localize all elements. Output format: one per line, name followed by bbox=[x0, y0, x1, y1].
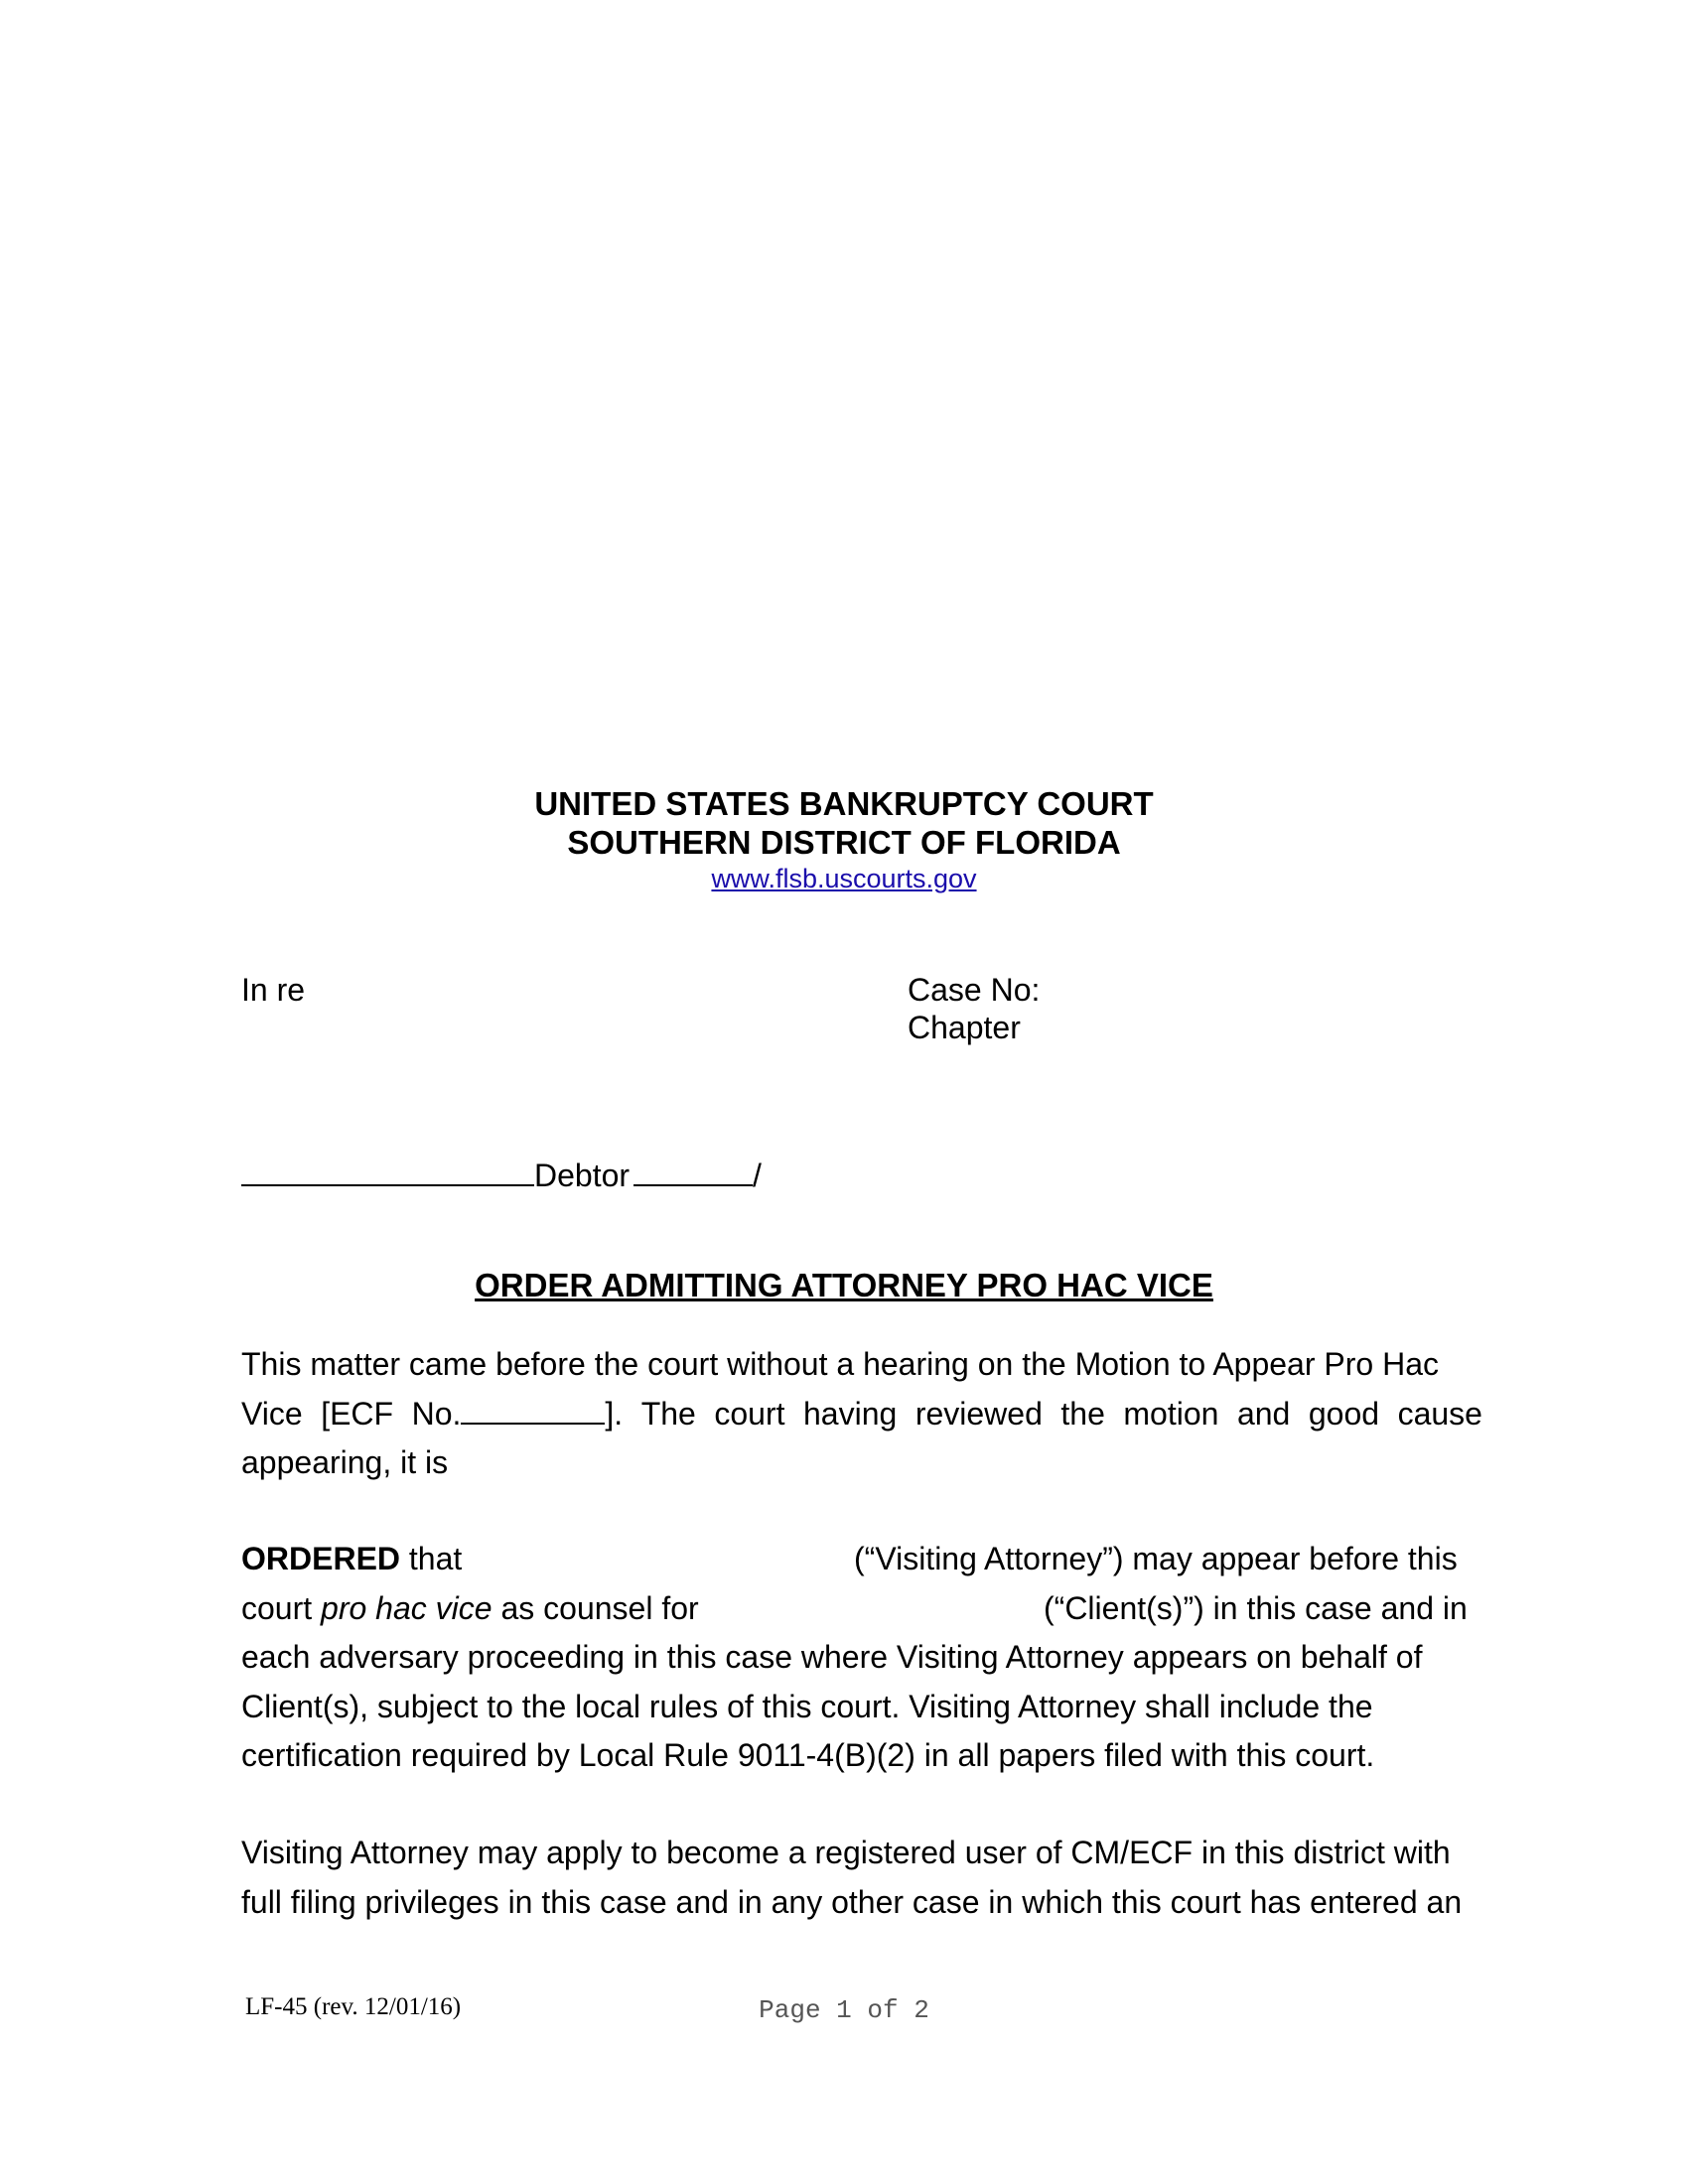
word: that bbox=[400, 1541, 463, 1576]
word: court bbox=[714, 1395, 785, 1432]
order-title: ORDER ADMITTING ATTORNEY PRO HAC VICE bbox=[475, 1267, 1213, 1303]
paragraph-line: appearing, it is bbox=[241, 1444, 449, 1480]
word: having bbox=[803, 1395, 898, 1432]
paragraph-line bbox=[241, 1584, 1482, 1634]
chapter-label: Chapter bbox=[908, 1010, 1021, 1045]
pro-hac-vice-italic: pro hac vice bbox=[321, 1589, 492, 1626]
clients-text: (“Client(s)”) in this case and in bbox=[1044, 1589, 1468, 1626]
case-no-label: Case No: bbox=[908, 972, 1041, 1008]
ecf-number-field bbox=[412, 1390, 624, 1439]
word: The bbox=[640, 1395, 696, 1432]
word: ]. bbox=[605, 1395, 624, 1432]
word: and bbox=[1236, 1395, 1291, 1432]
paragraph-ordered bbox=[241, 1535, 1482, 1781]
paragraph-line: Client(s), subject to the local rules of this court. Visiting Attorney shall include the bbox=[241, 1688, 1373, 1724]
word: cause bbox=[1397, 1395, 1482, 1432]
paragraph-line: full filing privileges in this case and in any other case in which this court has entered an bbox=[241, 1883, 1463, 1920]
word: [ECF bbox=[321, 1395, 394, 1432]
word: the bbox=[1060, 1395, 1105, 1432]
ordered-keyword: ORDERED bbox=[241, 1541, 401, 1576]
word: Vice bbox=[241, 1395, 303, 1432]
word: reviewed bbox=[914, 1395, 1043, 1432]
paragraph-line: This matter came before the court without a hearing on the Motion to Appear Pro Hac bbox=[241, 1346, 1439, 1382]
word: as counsel for bbox=[492, 1589, 699, 1626]
paragraph-motion bbox=[241, 1340, 1482, 1488]
debtor-name-blank bbox=[241, 1155, 534, 1186]
paragraph-line bbox=[241, 1535, 1482, 1584]
paragraph-cmecf bbox=[241, 1829, 1482, 1927]
debtor-trailing-blank bbox=[633, 1155, 753, 1186]
court-name: UNITED STATES BANKRUPTCY COURT bbox=[534, 785, 1154, 822]
paragraph-line bbox=[241, 1390, 1482, 1439]
word: court bbox=[241, 1589, 322, 1626]
court-district: SOUTHERN DISTRICT OF FLORIDA bbox=[567, 824, 1121, 861]
paragraph-line: certification required by Local Rule 9011-4(B)(2) in all papers filed with this court. bbox=[241, 1737, 1375, 1773]
ecf-number-blank bbox=[461, 1393, 605, 1425]
in-re-label: In re bbox=[241, 972, 306, 1008]
debtor-slash: / bbox=[753, 1158, 762, 1193]
form-id: LF-45 (rev. 12/01/16) bbox=[245, 1993, 462, 2020]
word: motion bbox=[1123, 1395, 1219, 1432]
page-number: Page 1 of 2 bbox=[759, 1995, 929, 2025]
debtor-line bbox=[241, 1155, 762, 1195]
debtor-label: Debtor bbox=[534, 1158, 631, 1193]
paragraph-line: Visiting Attorney may apply to become a registered user of CM/ECF in this district with bbox=[241, 1835, 1451, 1870]
word: good bbox=[1308, 1395, 1380, 1432]
visiting-attorney-text: (“Visiting Attorney”) may appear before this bbox=[854, 1541, 1458, 1576]
paragraph-line: each adversary proceeding in this case where Visiting Attorney appears on behalf of bbox=[241, 1639, 1423, 1675]
word: No. bbox=[411, 1395, 462, 1432]
court-website-link[interactable]: www.flsb.uscourts.gov bbox=[711, 864, 977, 893]
